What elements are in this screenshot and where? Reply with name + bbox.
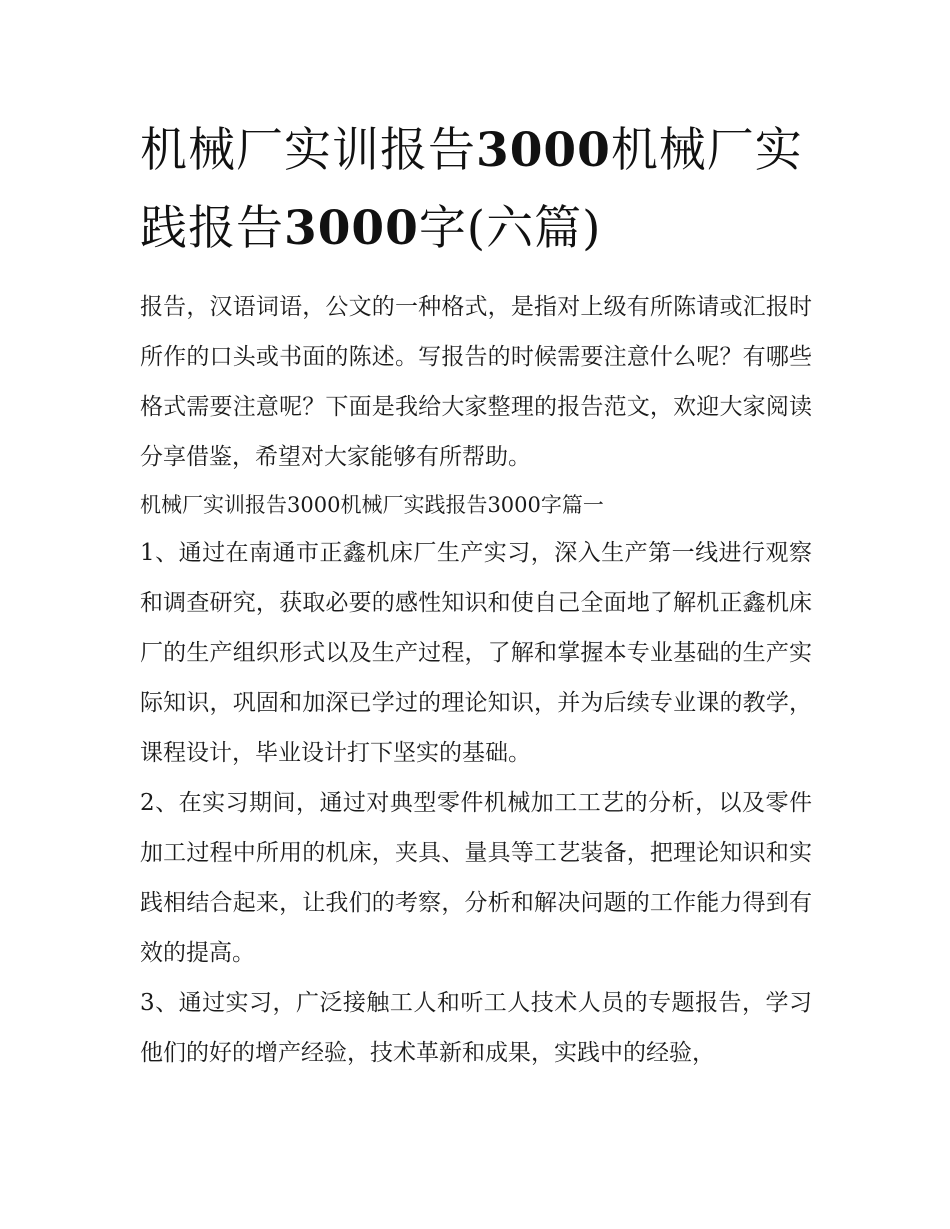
document-title: 机械厂实训报告3000机械厂实践报告3000字(六篇) xyxy=(140,123,803,256)
intro-paragraph: 报告，汉语词语，公文的一种格式，是指对上级有所陈请或汇报时所作的口头或书面的陈述。写报告的时候需要注意什么呢？有哪些格式需要注意呢？下面是我给大家整理的报告范文，欢迎大家阅读分享借鉴，希望对大家能够有所帮助。 xyxy=(140,294,812,470)
body-paragraph-1: 1、通过在南通市正鑫机床厂生产实习，深入生产第一线进行观察和调查研究，获取必要的感性知识和使自己全面地了解机正鑫机床厂的生产组织形式以及生产过程，了解和掌握本专业基础的生产实际知识，巩固和加深已学过的理论知识，并为后续专业课的教学，课程设计，毕业设计打下坚实的基础。 xyxy=(140,540,812,766)
section-heading: 机械厂实训报告3000机械厂实践报告3000字篇一 xyxy=(140,493,604,517)
body-paragraph-3: 3、通过实习，广泛接触工人和听工人技术人员的专题报告，学习他们的好的增产经验，技术革新和成果，实践中的经验， xyxy=(140,990,812,1066)
document-body xyxy=(140,112,812,1078)
body-paragraph-2: 2、在实习期间，通过对典型零件机械加工工艺的分析，以及零件加工过程中所用的机床，夹具、量具等工艺装备，把理论知识和实践相结合起来，让我们的考察，分析和解决问题的工作能力得到有效的提高。 xyxy=(140,790,812,966)
